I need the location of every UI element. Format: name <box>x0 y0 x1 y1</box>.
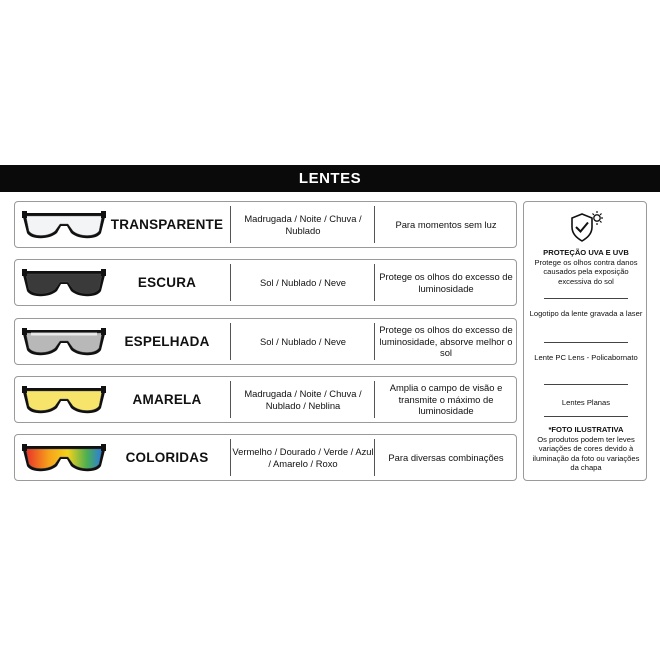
uv-title: PROTEÇÃO UVA E UVB <box>543 248 629 257</box>
lens-description: Protege os olhos do excesso de luminosidade <box>379 271 513 294</box>
uv-shield-icon <box>568 210 604 246</box>
divider <box>544 384 628 385</box>
glasses-icon <box>21 267 107 299</box>
lens-name: AMARELA <box>132 392 202 407</box>
lens-conditions: Sol / Nublado / Neve <box>260 276 346 288</box>
lens-name: ESCURA <box>137 275 197 290</box>
lens-row <box>14 318 517 365</box>
lens-name: ESPELHADA <box>124 334 210 349</box>
section-header <box>0 165 660 192</box>
glasses-icon <box>21 384 107 416</box>
logo-text: Logotipo da lente gravada a laser <box>529 309 643 318</box>
divider <box>544 416 628 417</box>
divider <box>230 381 231 418</box>
lens-description: Amplia o campo de visão e transmite o máximo de luminosidade <box>389 382 503 417</box>
divider <box>544 342 628 343</box>
lens-name: TRANSPARENTE <box>110 217 224 232</box>
divider <box>230 439 231 476</box>
uv-text: Protege os olhos contra danos causados pela exposição excessiva do sol <box>534 257 638 286</box>
glasses-icon <box>21 209 107 241</box>
features-panel <box>523 201 647 481</box>
lens-row <box>14 376 517 423</box>
lens-row <box>14 201 517 248</box>
photo-text: Os produtos podem ter leves variações de cores devido à iluminação da foto ou variações da chapa <box>532 434 640 472</box>
flat-text: Lentes Planas <box>561 398 611 407</box>
glasses-icon <box>21 326 107 358</box>
photo-title: *FOTO ILUSTRATIVA <box>548 425 624 434</box>
divider <box>544 298 628 299</box>
glasses-icon <box>21 442 107 474</box>
lens-name: COLORIDAS <box>125 450 209 465</box>
lens-conditions: Vermelho / Dourado / Verde / Azul / Amarelo / Roxo <box>232 446 374 469</box>
divider <box>230 206 231 243</box>
section-title: LENTES <box>298 170 362 187</box>
lens-conditions: Madrugada / Noite / Chuva / Nublado <box>244 213 362 236</box>
lens-description: Para momentos sem luz <box>395 218 497 230</box>
lens-description: Protege os olhos do excesso de luminosidade, absorve melhor o sol <box>379 324 513 359</box>
lens-row <box>14 259 517 306</box>
pc-text: Lente PC Lens - Policabornato <box>534 353 638 362</box>
lens-conditions: Madrugada / Noite / Chuva / Nublado / Neblina <box>244 388 362 411</box>
lens-row <box>14 434 517 481</box>
divider <box>230 323 231 360</box>
lens-conditions: Sol / Nublado / Neve <box>260 335 346 347</box>
divider <box>230 264 231 301</box>
lens-description: Para diversas combinações <box>388 451 504 463</box>
